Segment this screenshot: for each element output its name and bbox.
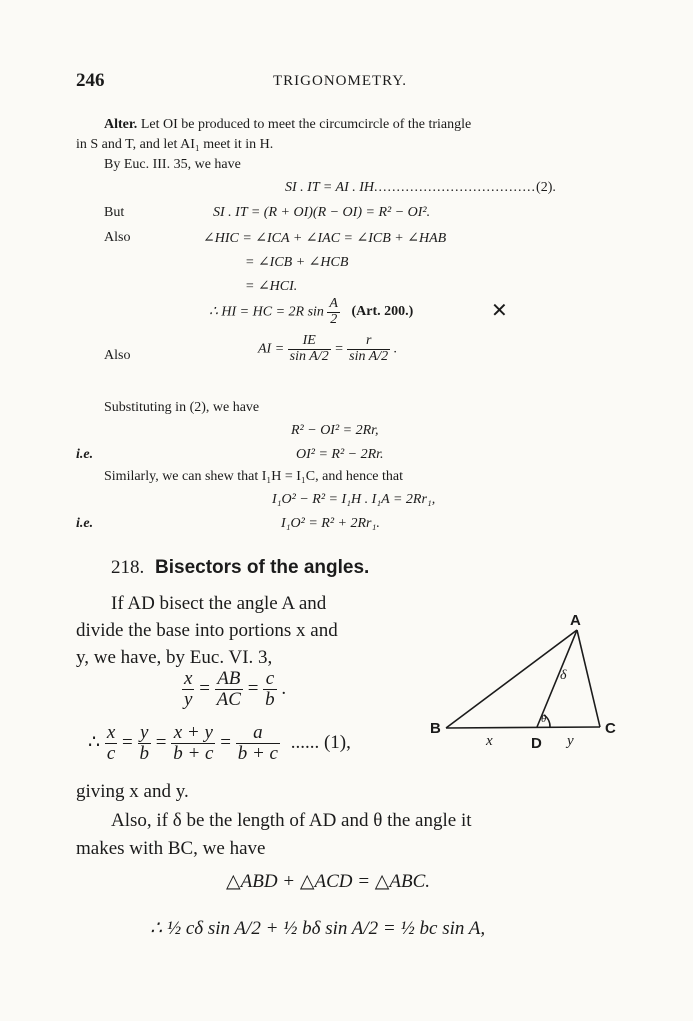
eq1-text: SI . IT = AI . IH [285, 180, 375, 195]
point-d-label: D [531, 735, 542, 752]
para1-line-1: If AD bisect the angle A and [111, 593, 327, 614]
section-title: Bisectors of the angles. [155, 557, 370, 578]
equation-i1o: I₁O² = R² + 2Rr₁. [281, 516, 380, 531]
ie-label: i.e. [76, 447, 94, 462]
vertex-a-label: A [570, 612, 581, 629]
also-label-2: Also [104, 348, 131, 363]
segment-y-label: y [567, 733, 574, 749]
giving-line: giving x and y. [76, 781, 189, 802]
but-label: But [104, 205, 125, 220]
ie-label-2: i.e. [76, 516, 94, 531]
equation-angle-hic: ∠HIC = ∠ICA + ∠IAC = ∠ICB + ∠HAB [203, 231, 447, 246]
art-200-ref: (Art. 200.) [351, 304, 414, 320]
ai-fraction-1: $\frac{IE}{\text{sin A/2}}$ [289, 333, 329, 364]
section-number: 218. [111, 557, 145, 578]
equation-hi-hc [209, 297, 413, 327]
page-number: 246 [76, 70, 105, 91]
para1-line-2: divide the base into portions x and [76, 620, 338, 641]
eq1-tag: (2). [536, 180, 556, 195]
vertex-c-label: C [605, 720, 616, 737]
eq6-fraction: $\frac{A}{2}$ [329, 296, 338, 327]
para2-line-2: makes with BC, we have [76, 838, 266, 859]
segment-x-label: x [486, 733, 493, 749]
theta-label: θ [541, 713, 547, 725]
alter-line-3: By Euc. III. 35, we have [104, 157, 241, 172]
vertex-b-label: B [430, 720, 441, 737]
eq6-prefix: ∴ HI = HC = 2R sin [209, 304, 324, 320]
proportion-equation: ∴ $\frac{x}{c}$ = $\frac{y}{b}$ = $\frac{x + y}{b + c}$ = $\frac{a}{b + c}$ ...... (1), [88, 722, 351, 764]
running-title: TRIGONOMETRY. [273, 73, 407, 89]
ratio-equation: $\frac{x}{y}$ = $\frac{AB}{AC}$ = $\frac{c}{b}$ . [184, 668, 287, 710]
equation-ai: AI = $\frac{IE}{\text{sin A/2}}$ = $\frac{r}{\text{sin A/2}}$ . [258, 333, 398, 364]
triangle-figure [420, 605, 650, 775]
side-bc [446, 727, 600, 728]
equation-angle-icb: = ∠ICB + ∠HCB [245, 255, 349, 270]
alter-line-1 [104, 117, 471, 133]
substituting-line: Substituting in (2), we have [104, 400, 260, 415]
equation-i1o-expanded: I₁O² − R² = I₁H . I₁A = 2Rr₁, [272, 492, 436, 507]
delta-label: δ [560, 668, 567, 683]
ai-eq-sign: = [334, 341, 344, 357]
equation-angle-hci: = ∠HCI. [245, 279, 298, 294]
similarly-line: Similarly, we can shew that I₁H = I₁C, and hence that [104, 469, 403, 484]
equation-si-it: SI . IT = AI . IH....................................(2). [285, 180, 556, 195]
alter-line-2: in S and T, and let AI₁ meet it in H. [76, 137, 274, 152]
ai-prefix: AI = [258, 341, 285, 357]
side-ac [577, 630, 600, 727]
equation-oi2: OI² = R² − 2Rr. [296, 447, 384, 462]
para1-line-3: y, we have, by Euc. VI. 3, [76, 647, 273, 668]
section-heading [111, 557, 369, 579]
equation-r2-oi2: R² − OI² = 2Rr, [291, 423, 379, 438]
margin-mark: ✕ [491, 300, 508, 322]
alter-label: Alter. [104, 117, 138, 132]
area-equation: △ABD + △ACD = △ABC. [226, 871, 431, 892]
alter-text-1: Let OI be produced to meet the circumcircle of the triangle [140, 117, 472, 132]
para2-line-1: Also, if δ be the length of AD and θ the angle it [111, 810, 472, 831]
also-label: Also [104, 230, 131, 245]
eq-tag-1: ...... (1), [290, 731, 351, 753]
final-equation: ∴ ½ cδ sin A/2 + ½ bδ sin A/2 = ½ bc sin A, [150, 918, 486, 939]
equation-si-it-expanded: SI . IT = (R + OI)(R − OI) = R² − OI². [213, 205, 431, 220]
ai-fraction-2: $\frac{r}{\text{sin A/2}}$ [349, 333, 389, 364]
